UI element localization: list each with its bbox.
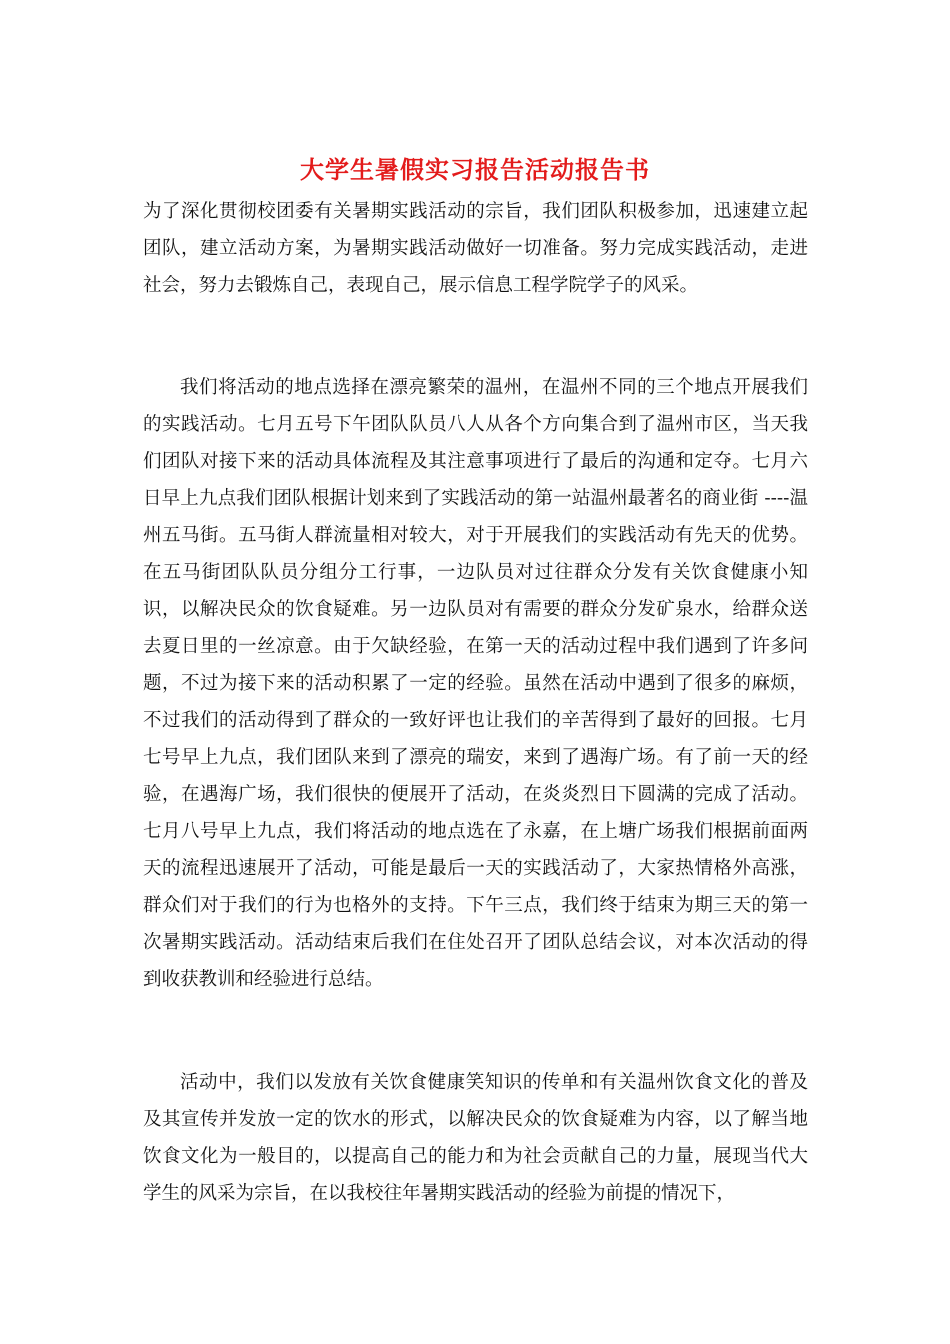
paragraph-intro: 为了深化贯彻校团委有关暑期实践活动的宗旨，我们团队积极参加，迅速建立起团队，建立活动方案，为暑期实践活动做好一切准备。努力完成实践活动，走进社会，努力去锻炼自己，表现自己，展示信息工程学院学子的风采。 [143, 201, 808, 296]
paragraph-activity-details: 我们将活动的地点选择在漂亮繁荣的温州，在温州不同的三个地点开展我们的实践活动。七月五号下午团队队员八人从各个方向集合到了温州市区，当天我们团队对接下来的活动具体流程及其注意事项进行了最后的沟通和定夺。七月六日早上九点我们团队根据计划来到了实践活动的第一站温州最著名的商业街 ----温州五马街。五马街人群流量相对较大，对于开展我们的实践活动有先天的优势。在五马街团队队员分组分工行事，一边队员对过往群众分发有关饮食健康小知识，以解决民众的饮食疑难。另一边队员对有需要的群众分发矿泉水，给群众送去夏日里的一丝凉意。由于欠缺经验，在第一天的活动过程中我们遇到了许多问题，不过为接下来的活动积累了一定的经验。虽然在活动中遇到了很多的麻烦，不过我们的活动得到了群众的一致好评也让我们的辛苦得到了最好的回报。七月七号早上九点，我们团队来到了漂亮的瑞安，来到了遇海广场。有了前一天的经验，在遇海广场，我们很快的便展开了活动，在炎炎烈日下圆满的完成了活动。七月八号早上九点，我们将活动的地点选在了永嘉，在上塘广场我们根据前面两天的流程迅速展开了活动，可能是最后一天的实践活动了，大家热情格外高涨，群众们对于我们的行为也格外的支持。下午三点，我们终于结束为期三天的第一次暑期实践活动。活动结束后我们在住处召开了团队总结会议，对本次活动的得到收获教训和经验进行总结。 [143, 377, 808, 990]
document-title: 大学生暑假实习报告活动报告书 [300, 155, 650, 184]
paragraph-activity-purpose: 活动中，我们以发放有关饮食健康笑知识的传单和有关温州饮食文化的普及及其宣传并发放一定的饮水的形式，以解决民众的饮食疑难为内容，以了解当地饮食文化为一般目的，以提高自己的能力和为社会贡献自己的力量，展现当代大学生的风采为宗旨，在以我校往年暑期实践活动的经验为前提的情况下， [143, 1072, 808, 1204]
